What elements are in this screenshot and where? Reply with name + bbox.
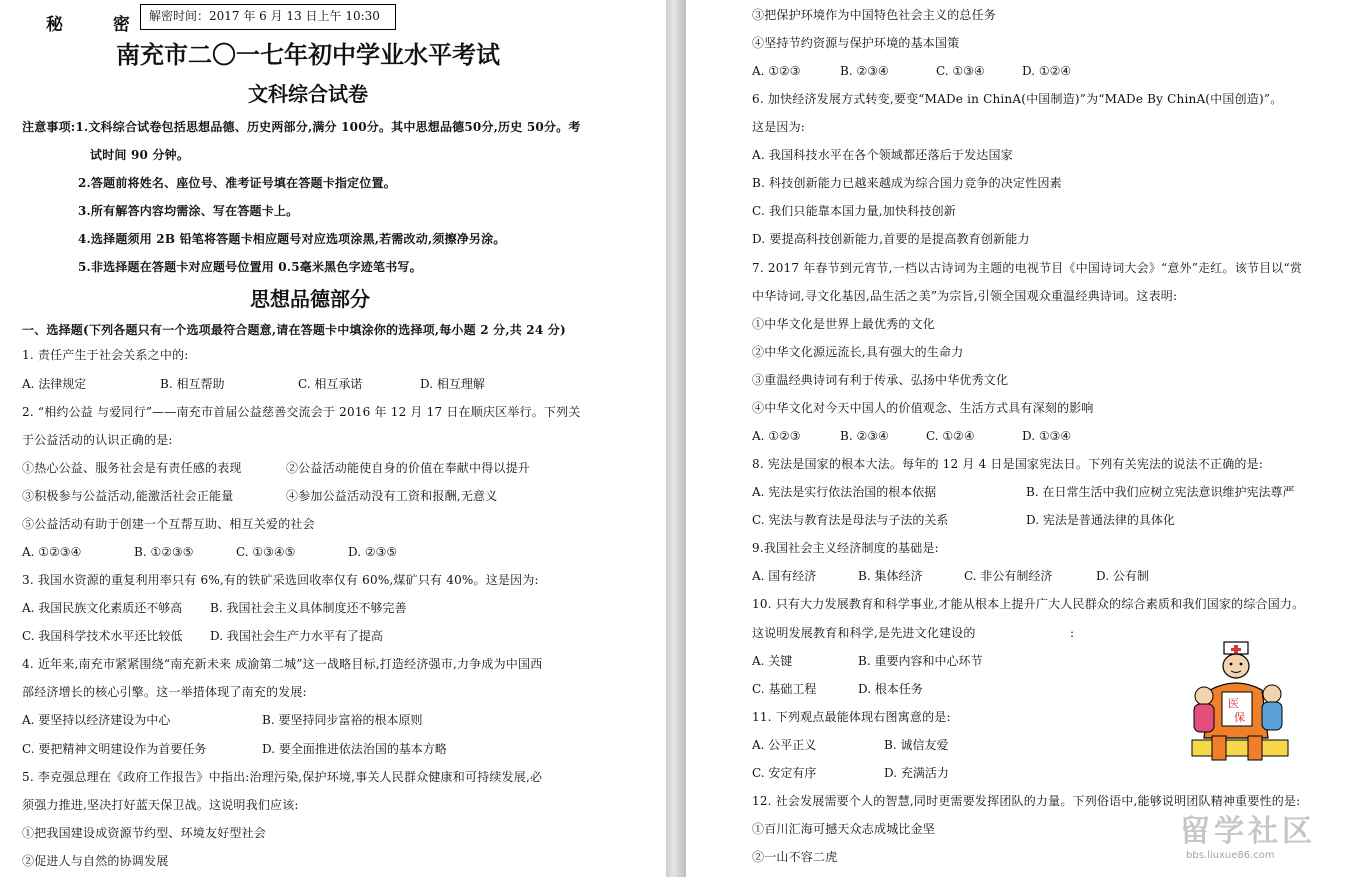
q9-option-c: C. 非公有制经济 xyxy=(964,569,1053,583)
q9-option-d: D. 公有制 xyxy=(1096,569,1149,583)
q5-option-c: C. ①③④ xyxy=(936,64,985,78)
part-heading: 一、选择题(下列各题只有一个选项最符合题意,请在答题卡中填涂你的选择项,每小题 2 分,共 24 分) xyxy=(22,323,566,337)
q1-option-d: D. 相互理解 xyxy=(420,377,485,391)
decrypt-time-box: 解密时间：2017 年 6 月 13 日上午 10:30 xyxy=(140,4,396,30)
notice-line-2: 试时间 90 分钟。 xyxy=(90,148,190,162)
q8-stem: 8. 宪法是国家的根本大法。每年的 12 月 4 日是国家宪法日。下列有关宪法的说法不正确的是: xyxy=(752,457,1264,471)
q11-option-a: A. 公平正义 xyxy=(752,738,817,752)
q7-option-d: D. ①③④ xyxy=(1022,429,1072,443)
q1-option-b: B. 相互帮助 xyxy=(160,377,225,391)
watermark-logo xyxy=(1180,806,1340,872)
q8-option-d: D. 宪法是普通法律的具体化 xyxy=(1026,513,1175,527)
q2-option-c: C. ①③④⑤ xyxy=(236,545,296,559)
q4-option-d: D. 要全面推进依法治国的基本方略 xyxy=(262,742,447,756)
cartoon-text-1: 医 xyxy=(1228,697,1239,710)
q1-stem: 1. 责任产生于社会关系之中的: xyxy=(22,348,189,362)
q2-item-4: ④参加公益活动没有工资和报酬,无意义 xyxy=(286,489,498,503)
q10-option-a: A. 关键 xyxy=(752,654,793,668)
q5-stem-1: 5. 李克强总理在《政府工作报告》中指出:治理污染,保护环境,事关人民群众健康和可持续发展,必 xyxy=(22,770,543,784)
q6-option-d: D. 要提高科技创新能力,首要的是提高教育创新能力 xyxy=(752,232,1030,246)
page-gutter xyxy=(666,0,686,877)
q9-option-b: B. 集体经济 xyxy=(858,569,923,583)
q10-option-c: C. 基础工程 xyxy=(752,682,817,696)
q3-stem: 3. 我国水资源的重复利用率只有 6%,有的铁矿采选回收率仅有 60%,煤矿只有 40%。这是因为: xyxy=(22,573,539,587)
q7-option-b: B. ②③④ xyxy=(840,429,889,443)
q3-option-c: C. 我国科学技术水平还比较低 xyxy=(22,629,183,643)
q11-option-c: C. 安定有序 xyxy=(752,766,817,780)
q7-option-c: C. ①②④ xyxy=(926,429,975,443)
q4-stem-2: 部经济增长的核心引擎。这一举措体现了南充的发展: xyxy=(22,685,307,699)
q2-item-2: ②公益活动能使自身的价值在奉献中得以提升 xyxy=(286,461,531,475)
q7-item-4: ④中华文化对今天中国人的价值观念、生活方式具有深刻的影响 xyxy=(752,401,1094,415)
q11-option-d: D. 充满活力 xyxy=(884,766,949,780)
q3-option-a: A. 我国民族文化素质还不够高 xyxy=(22,601,183,615)
q2-stem-2: 于公益活动的认识正确的是: xyxy=(22,433,173,447)
q8-option-a: A. 宪法是实行依法治国的根本依据 xyxy=(752,485,937,499)
q6-option-c: C. 我们只能靠本国力量,加快科技创新 xyxy=(752,204,956,218)
cartoon-illustration xyxy=(1184,640,1296,770)
notice-line-5: 4.选择题须用 2B 铅笔将答题卡相应题号对应选项涂黑,若需改动,须擦净另涂。 xyxy=(78,232,506,246)
q2-option-d: D. ②③⑤ xyxy=(348,545,398,559)
q5-option-b: B. ②③④ xyxy=(840,64,889,78)
q12-item-1: ①百川汇海可撼天众志成城比金坚 xyxy=(752,822,936,836)
q3-option-d: D. 我国社会生产力水平有了提高 xyxy=(210,629,383,643)
watermark-url: bbs.liuxue86.com xyxy=(1186,850,1275,861)
q10-stem-2: 这说明发展教育和科学,是先进文化建设的 xyxy=(752,626,976,640)
q7-stem-2: 中华诗词,寻文化基因,品生活之美”为宗旨,引领全国观众重温经典诗词。这表明: xyxy=(752,289,1178,303)
q2-option-b: B. ①②③⑤ xyxy=(134,545,194,559)
q10-colon: : xyxy=(1070,626,1075,640)
q1-option-a: A. 法律规定 xyxy=(22,377,87,391)
q5-option-a: A. ①②③ xyxy=(752,64,801,78)
exam-title: 南充市二〇一七年初中学业水平考试 xyxy=(116,40,500,69)
q11-stem: 11. 下列观点最能体现右图寓意的是: xyxy=(752,710,951,724)
q7-stem-1: 7. 2017 年春节到元宵节,一档以古诗词为主题的电视节目《中国诗词大会》“意外”走红。该节目以“赏 xyxy=(752,261,1303,275)
q7-option-a: A. ①②③ xyxy=(752,429,801,443)
q9-stem: 9.我国社会主义经济制度的基础是: xyxy=(752,541,939,555)
notice-line-3: 2.答题前将姓名、座位号、准考证号填在答题卡指定位置。 xyxy=(78,176,396,190)
q3-option-b: B. 我国社会主义具体制度还不够完善 xyxy=(210,601,407,615)
q4-stem-1: 4. 近年来,南充市紧紧围绕“南充新未来 成渝第二城”这一战略目标,打造经济强市,力争成为中国西 xyxy=(22,657,543,671)
q7-item-2: ②中华文化源远流长,具有强大的生命力 xyxy=(752,345,964,359)
q7-item-3: ③重温经典诗词有利于传承、弘扬中华优秀文化 xyxy=(752,373,1009,387)
q1-option-c: C. 相互承诺 xyxy=(298,377,363,391)
section-title: 思想品德部分 xyxy=(250,287,370,311)
q4-option-b: B. 要坚持同步富裕的根本原则 xyxy=(262,713,423,727)
q8-option-c: C. 宪法与教育法是母法与子法的关系 xyxy=(752,513,949,527)
q2-stem-1: 2. “相约公益 与爱同行”——南充市首届公益慈善交流会于 2016 年 12 月 17 日在顺庆区举行。下列关 xyxy=(22,405,581,419)
q12-item-2: ②一山不容二虎 xyxy=(752,850,838,864)
watermark-text: 留学社区 xyxy=(1180,814,1316,849)
notice-line-1: 注意事项:1.文科综合试卷包括思想品德、历史两部分,满分 100分。其中思想品德50分,历史 50分。考 xyxy=(22,120,581,134)
q2-item-5: ⑤公益活动有助于创建一个互帮互助、相互关爱的社会 xyxy=(22,517,315,531)
q6-stem-2: 这是因为: xyxy=(752,120,806,134)
q7-item-1: ①中华文化是世界上最优秀的文化 xyxy=(752,317,936,331)
q9-option-a: A. 国有经济 xyxy=(752,569,817,583)
q11-option-b: B. 诚信友爱 xyxy=(884,738,949,752)
q5-item-4: ④坚持节约资源与保护环境的基本国策 xyxy=(752,36,960,50)
q4-option-a: A. 要坚持以经济建设为中心 xyxy=(22,713,171,727)
q6-option-a: A. 我国科技水平在各个领域都还落后于发达国家 xyxy=(752,148,1013,162)
q2-item-1: ①热心公益、服务社会是有责任感的表现 xyxy=(22,461,242,475)
left-page xyxy=(0,0,666,877)
q5-stem-2: 须强力推进,坚决打好蓝天保卫战。这说明我们应该: xyxy=(22,798,299,812)
q5-option-d: D. ①②④ xyxy=(1022,64,1072,78)
notice-line-4: 3.所有解答内容均需涂、写在答题卡上。 xyxy=(78,204,299,218)
q12-stem: 12. 社会发展需要个人的智慧,同时更需要发挥团队的力量。下列俗语中,能够说明团队精神重要性的是: xyxy=(752,794,1301,808)
q10-stem-1: 10. 只有大力发展教育和科学事业,才能从根本上提升广大人民群众的综合素质和我们国家的综合国力。 xyxy=(752,597,1305,611)
notice-line-6: 5.非选择题在答题卡对应题号位置用 0.5毫米黑色字迹笔书写。 xyxy=(78,260,422,274)
q2-item-3: ③积极参与公益活动,能激活社会正能量 xyxy=(22,489,234,503)
secret-label: 秘 密 xyxy=(46,15,152,35)
q4-option-c: C. 要把精神文明建设作为首要任务 xyxy=(22,742,207,756)
q5-item-1: ①把我国建设成资源节约型、环境友好型社会 xyxy=(22,826,267,840)
q10-option-b: B. 重要内容和中心环节 xyxy=(858,654,983,668)
q6-option-b: B. 科技创新能力已越来越成为综合国力竞争的决定性因素 xyxy=(752,176,1062,190)
paper-title: 文科综合试卷 xyxy=(248,82,368,106)
q2-option-a: A. ①②③④ xyxy=(22,545,82,559)
cartoon-text-2: 保 xyxy=(1234,711,1245,724)
q8-option-b: B. 在日常生活中我们应树立宪法意识维护宪法尊严 xyxy=(1026,485,1295,499)
q5-item-3: ③把保护环境作为中国特色社会主义的总任务 xyxy=(752,8,997,22)
q6-stem-1: 6. 加快经济发展方式转变,要变“MADe in ChinA(中国制造)”为“MADe By ChinA(中国创造)”。 xyxy=(752,92,1283,106)
q5-item-2: ②促进人与自然的协调发展 xyxy=(22,854,169,868)
q10-option-d: D. 根本任务 xyxy=(858,682,923,696)
